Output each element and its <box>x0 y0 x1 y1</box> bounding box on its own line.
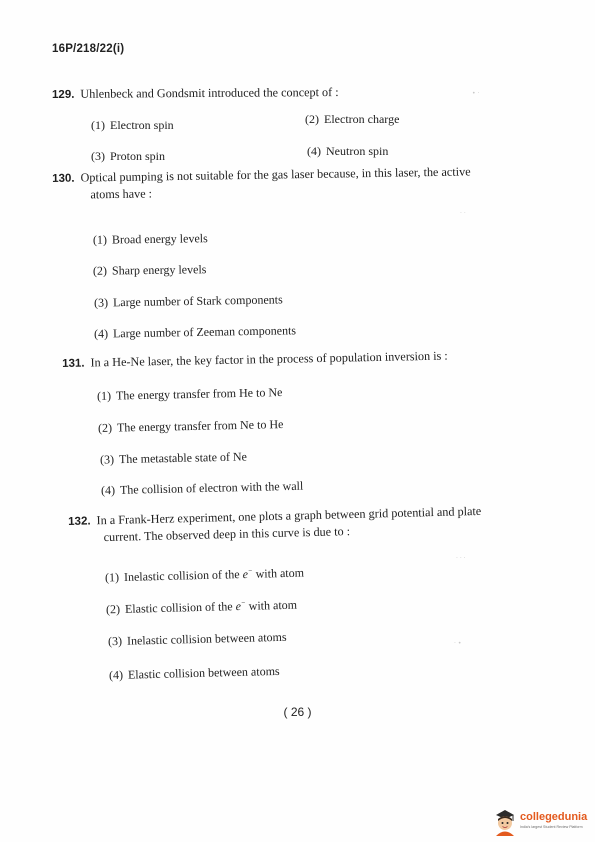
option-number: (2) <box>305 112 319 126</box>
option-text-a: Elastic collision of the <box>124 599 236 616</box>
scan-speck: • · <box>472 90 480 97</box>
option-text: Neutron spin <box>326 144 389 158</box>
option-129-4 <box>307 144 388 159</box>
scan-speck: · · <box>460 210 466 217</box>
question-number: 132. <box>68 515 91 528</box>
collegedunia-logo <box>492 806 592 836</box>
option-number: (1) <box>104 570 120 585</box>
question-text-line-2: current. The observed deep in this curve is due to : <box>103 524 351 545</box>
option-131-3 <box>100 449 247 467</box>
option-number: (3) <box>91 149 105 163</box>
question-text: In a He-Ne laser, the key factor in the process of population inversion is : <box>90 348 448 370</box>
option-number: (1) <box>96 388 112 403</box>
option-131-4 <box>101 479 304 499</box>
superscript-minus: − <box>247 566 253 575</box>
electron-symbol: e <box>235 599 242 614</box>
question-130 <box>52 162 532 203</box>
option-text: Sharp energy levels <box>111 262 207 278</box>
option-number: (1) <box>92 232 108 247</box>
option-number: (3) <box>99 452 115 467</box>
question-number: 130. <box>52 172 75 185</box>
option-text: The metastable state of Ne <box>118 449 248 467</box>
option-text-a: Inelastic collision of the <box>123 567 243 584</box>
question-text-line-1: In a Frank-Herz experiment, one plots a graph between grid potential and plate <box>96 503 482 528</box>
electron-symbol: e <box>242 566 249 582</box>
option-text: The energy transfer from Ne to He <box>116 417 284 435</box>
option-number: (2) <box>105 601 121 617</box>
question-number: 131. <box>62 357 85 370</box>
option-text: Elastic collision between atoms <box>127 663 280 682</box>
option-number: (4) <box>307 144 321 158</box>
option-131-2 <box>98 417 284 436</box>
option-130-3 <box>94 292 283 310</box>
question-text-line-2: atoms have : <box>90 186 153 202</box>
scan-speck: · • <box>454 640 462 647</box>
question-text: Uhlenbeck and Gondsmit introduced the concept of : <box>80 84 339 101</box>
superscript-minus: − <box>240 598 246 608</box>
option-130-2 <box>93 262 207 279</box>
option-129-1 <box>91 118 174 133</box>
option-number: (3) <box>93 295 109 310</box>
question-132 <box>68 502 539 546</box>
option-text: Electron charge <box>324 112 400 126</box>
option-number: (4) <box>108 667 124 683</box>
option-text: The collision of electron with the wall <box>119 478 304 497</box>
question-129 <box>52 84 339 103</box>
brand-name: collegedunia <box>520 811 588 823</box>
option-131-1 <box>97 385 283 404</box>
paper-code: 16P/218/22(i) <box>52 43 125 55</box>
option-number: (2) <box>92 263 108 278</box>
option-number: (4) <box>93 326 109 341</box>
scan-speck: · · · <box>456 555 466 562</box>
option-number: (3) <box>107 633 123 649</box>
option-132-1 <box>105 566 304 586</box>
option-text: Electron spin <box>110 118 174 132</box>
option-129-2 <box>305 112 399 127</box>
page-number: ( 26 ) <box>283 705 312 719</box>
question-131 <box>62 348 448 372</box>
student-mascot-icon <box>492 806 518 836</box>
option-130-4 <box>94 323 296 342</box>
option-132-3 <box>108 630 287 649</box>
option-130-1 <box>93 231 208 248</box>
question-text-line-1: Optical pumping is not suitable for the gas laser because, in this laser, the active <box>80 164 471 185</box>
option-132-2 <box>106 598 297 618</box>
option-number: (1) <box>91 118 105 132</box>
option-132-4 <box>109 664 280 683</box>
question-number: 129. <box>51 88 75 102</box>
option-text: The energy transfer from He to Ne <box>115 385 283 403</box>
option-text-b: with atom <box>252 565 305 581</box>
option-text: Inelastic collision between atoms <box>126 629 287 648</box>
option-text: Large number of Stark components <box>112 292 283 310</box>
option-number: (2) <box>97 420 113 435</box>
option-129-3 <box>91 149 165 164</box>
brand-tagline: India's largest Student Review Platform <box>520 825 583 829</box>
option-text: Broad energy levels <box>111 231 208 247</box>
option-text: Large number of Zeeman components <box>112 323 297 341</box>
option-number: (4) <box>100 482 116 498</box>
option-text-b: with atom <box>245 597 298 613</box>
option-text: Proton spin <box>110 149 166 163</box>
